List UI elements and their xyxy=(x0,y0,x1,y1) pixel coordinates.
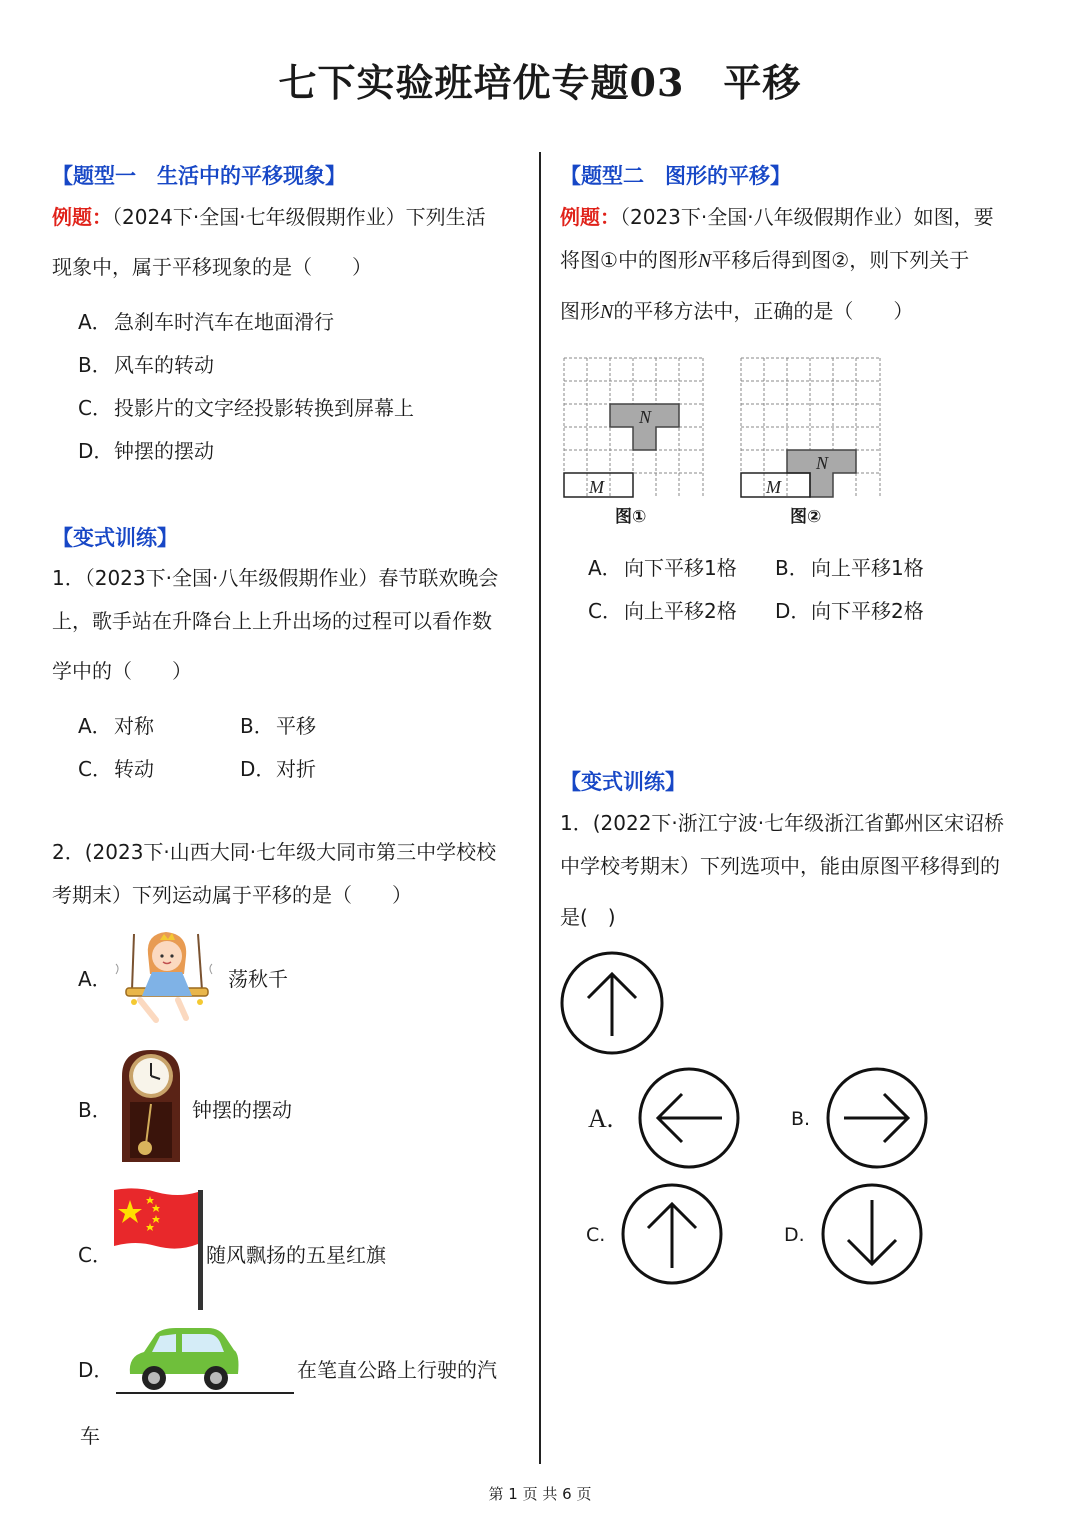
left-q2-option-a-label: A． xyxy=(78,967,112,991)
option-label: C． xyxy=(78,757,112,781)
text-part: 中的图形 xyxy=(617,248,698,272)
example1-option-c xyxy=(78,392,414,421)
left-q2-option-b-text: 钟摆的摆动 xyxy=(192,1098,292,1122)
option-label: A． xyxy=(78,310,112,334)
option-label: A． xyxy=(78,714,112,738)
example1-line1 xyxy=(52,192,486,242)
example1-text: （2024下·全国·七年级假期作业）下列生活 xyxy=(112,205,486,229)
original-arrow-up-icon xyxy=(558,950,666,1056)
left-q2-option-a-text: 荡秋千 xyxy=(228,967,288,991)
example1-line2: 现象中，属于平移现象的是（ ） xyxy=(52,255,372,279)
grid2-label-m: M xyxy=(766,477,781,497)
option-label: D． xyxy=(775,599,811,623)
text-part: ，则下列关于 xyxy=(849,248,970,272)
option-text: 向上平移1格 xyxy=(811,556,924,580)
grid-figure-1 xyxy=(563,357,705,501)
option-text: 对折 xyxy=(276,757,316,781)
grid1-caption: 图① xyxy=(615,507,647,527)
arrow-right-icon xyxy=(824,1066,930,1170)
circled-one: ① xyxy=(600,248,618,272)
section1-heading: 【题型一 生活中的平移现象】 xyxy=(52,164,346,188)
green-car-icon xyxy=(116,1326,296,1398)
grid1-label-m: M xyxy=(589,477,604,497)
example1-option-d xyxy=(78,435,214,464)
arrow-up-icon xyxy=(619,1182,725,1286)
left-q2-option-c-text: 随风飘扬的五星红旗 xyxy=(206,1243,386,1267)
example2-label: 例题： xyxy=(560,205,620,229)
example1-option-b xyxy=(78,349,214,378)
option-label: B． xyxy=(78,353,112,377)
option-text: 钟摆的摆动 xyxy=(114,439,214,463)
example2-line2 xyxy=(560,235,969,286)
option-text: 平移 xyxy=(276,714,316,738)
example2-option-d xyxy=(775,595,924,624)
left-q2-option-d-text: 在笔直公路上行驶的汽 xyxy=(297,1358,497,1382)
left-q1-option-c xyxy=(78,753,154,782)
option-text: 向上平移2格 xyxy=(624,599,737,623)
option-label: B． xyxy=(775,556,809,580)
left-q2-line1: 2．(2023下·山西大同·七年级大同市第三中学校校 xyxy=(52,840,497,864)
page-title: 七下实验班培优专题03 平移 xyxy=(278,60,802,105)
grid2-label-n: N xyxy=(816,453,829,473)
right-q1-line1: 1．(2022下·浙江宁波·七年级浙江省鄞州区宋诏桥 xyxy=(560,811,1005,835)
left-q1-option-b xyxy=(240,710,316,739)
arrow-left-icon xyxy=(636,1066,742,1170)
left-q2-option-c-label: C． xyxy=(78,1243,112,1267)
example2-option-c xyxy=(588,595,737,624)
text-part: 图形 xyxy=(560,299,600,323)
italic-n: N xyxy=(697,250,712,272)
right-practice-heading: 【变式训练】 xyxy=(560,770,686,794)
option-text: 风车的转动 xyxy=(114,353,214,377)
left-q1-option-a xyxy=(78,710,154,739)
option-text: 转动 xyxy=(114,757,154,781)
example2-text: （2023下·全国·八年级假期作业）如图，要 xyxy=(620,205,994,229)
swing-girl-icon xyxy=(112,928,218,1026)
option-label: D． xyxy=(240,757,276,781)
left-q1-line1: 1．（2023下·全国·八年级假期作业）春节联欢晚会 xyxy=(52,566,499,590)
grid-figure-2 xyxy=(740,357,882,501)
option-text: 对称 xyxy=(114,714,154,738)
left-q2-line2: 考期末）下列运动属于平移的是（ ） xyxy=(52,883,412,907)
right-q1-option-d-label: D. xyxy=(784,1224,805,1246)
example2-option-b xyxy=(775,552,924,581)
left-q1-line3: 学中的（ ） xyxy=(52,659,192,683)
left-practice-heading: 【变式训练】 xyxy=(52,526,178,550)
option-label: C． xyxy=(588,599,622,623)
text-part: 将图 xyxy=(560,248,600,272)
right-q1-line3: 是( ) xyxy=(560,905,616,929)
left-q2-option-d-text2: 车 xyxy=(80,1424,100,1448)
example1-label: 例题： xyxy=(52,205,112,229)
column-divider xyxy=(539,152,541,1464)
right-q1-option-b-label: B. xyxy=(791,1108,811,1130)
left-q1-line2: 上，歌手站在升降台上上升出场的过程可以看作数 xyxy=(52,609,492,633)
flag-icon xyxy=(110,1186,206,1312)
right-q1-option-a-label: A. xyxy=(588,1104,614,1133)
section2-heading: 【题型二 图形的平移】 xyxy=(560,164,791,188)
right-q1-line2: 中学校考期末）下列选项中，能由原图平移得到的 xyxy=(560,854,1000,878)
example2-option-a xyxy=(588,552,737,581)
left-q2-option-b-label: B． xyxy=(78,1098,112,1122)
left-q1-option-d xyxy=(240,753,316,782)
page-footer: 第 1 页 共 6 页 xyxy=(488,1485,592,1503)
text-part: 的平移方法中，正确的是（ ） xyxy=(613,299,914,323)
option-text: 向下平移2格 xyxy=(811,599,924,623)
example2-line3 xyxy=(560,286,913,337)
text-part: 平移后得到图 xyxy=(711,248,832,272)
left-q2-option-d-label: D． xyxy=(78,1358,114,1382)
arrow-down-icon xyxy=(819,1182,925,1286)
example1-option-a xyxy=(78,306,334,335)
grid1-label-n: N xyxy=(639,407,652,427)
grid2-caption: 图② xyxy=(790,507,822,527)
option-label: C． xyxy=(78,396,112,420)
option-text: 急刹车时汽车在地面滑行 xyxy=(114,310,334,334)
option-label: A． xyxy=(588,556,622,580)
circled-two: ② xyxy=(831,248,850,272)
option-label: B． xyxy=(240,714,274,738)
option-text: 向下平移1格 xyxy=(624,556,737,580)
option-label: D． xyxy=(78,439,114,463)
right-q1-option-c-label: C. xyxy=(586,1224,606,1246)
pendulum-clock-icon xyxy=(116,1046,186,1164)
option-text: 投影片的文字经投影转换到屏幕上 xyxy=(114,396,414,420)
italic-n: N xyxy=(600,301,614,323)
